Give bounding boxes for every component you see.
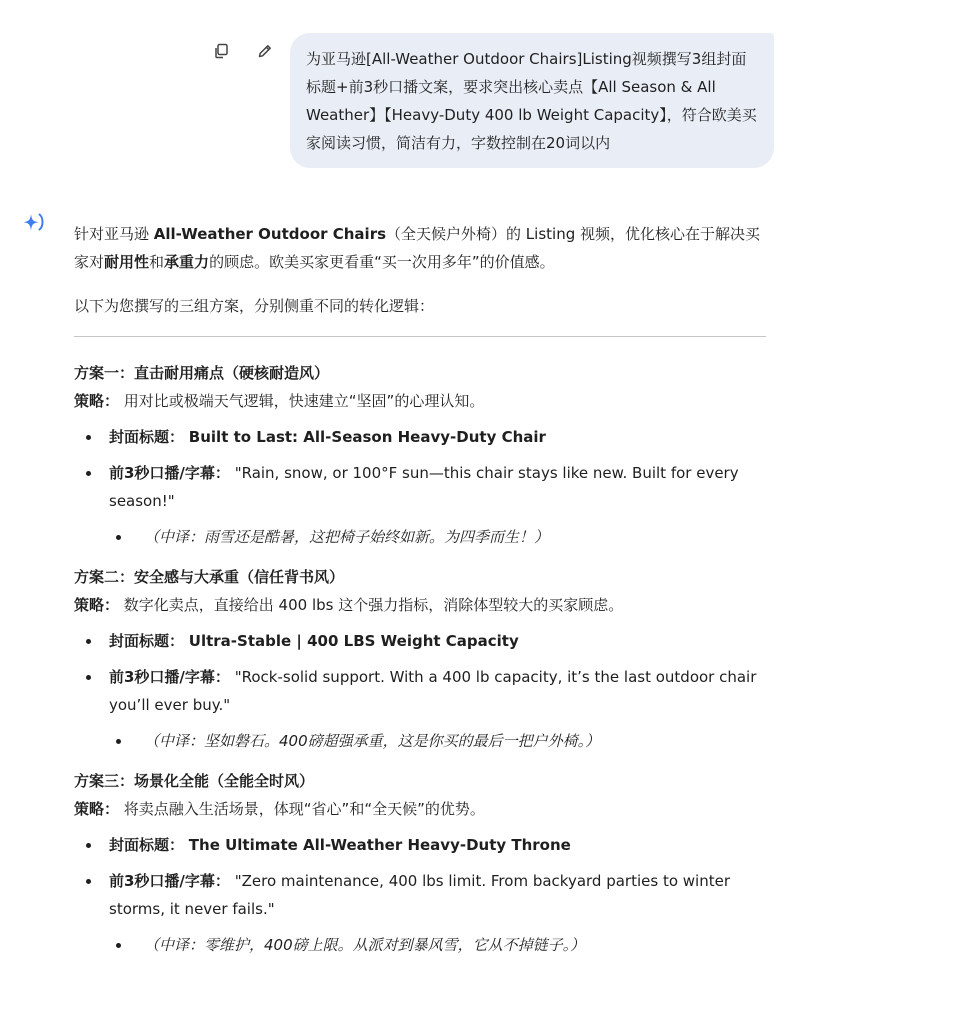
- list-item: [74, 727, 774, 755]
- scheme-strategy: [74, 591, 774, 619]
- scheme-items: [74, 831, 774, 959]
- cover-title-text: The Ultimate All-Weather Heavy-Duty Throne: [188, 836, 571, 854]
- scheme-heading: 方案三：场景化全能（全能全时风）: [74, 772, 315, 790]
- strategy-text: 用对比或极端天气逻辑，快速建立“坚固”的心理认知。: [119, 392, 485, 410]
- voiceover-label: 前3秒口播/字幕：: [109, 464, 230, 482]
- voiceover-label: 前3秒口播/字幕：: [109, 668, 230, 686]
- strategy-text: 数字化卖点，直接给出 400 lbs 这个强力指标，消除体型较大的买家顾虑。: [119, 596, 624, 614]
- intro-keyword-capacity: 承重力: [164, 253, 210, 271]
- scheme-items: [74, 423, 774, 551]
- gemini-sparkle-icon: [20, 210, 50, 240]
- copy-icon[interactable]: [210, 40, 232, 62]
- scheme-heading: 方案一：直击耐用痛点（硬核耐造风）: [74, 364, 330, 382]
- translation-text: （中译：零维护，400磅上限。从派对到暴风雪，它从不掉链子。）: [144, 936, 586, 954]
- cover-title-label: 封面标题：: [109, 428, 185, 446]
- scheme-strategy: [74, 795, 774, 823]
- list-item: [74, 931, 774, 959]
- intro-summary: 以下为您撰写的三组方案，分别侧重不同的转化逻辑：: [74, 297, 435, 315]
- user-prompt-bubble: 为亚马逊[All-Weather Outdoor Chairs]Listing视频撰写3组封面标题+前3秒口播文案，要求突出核心卖点【All Season & All Weather】【Heavy-Duty 400 lb Weight Capacity】，符合欧美买家阅读习惯，简洁有力，字数控制在20词以内: [290, 33, 774, 168]
- scheme-items: [74, 627, 774, 755]
- scheme-2: [74, 563, 774, 755]
- cover-title-text: Ultra-Stable | 400 LBS Weight Capacity: [188, 632, 519, 650]
- scheme-3: [74, 767, 774, 959]
- intro-keyword-durability: 耐用性: [104, 253, 150, 271]
- divider: [74, 336, 766, 337]
- list-item: [74, 459, 774, 515]
- strategy-label: 策略：: [74, 800, 120, 818]
- cover-title-text: Built to Last: All-Season Heavy-Duty Chair: [188, 428, 546, 446]
- intro-text: （全天候户外椅）的 Listing 视频，优化核心在于解决买家对: [74, 225, 760, 271]
- list-item: [74, 523, 774, 551]
- cover-title-label: 封面标题：: [109, 836, 185, 854]
- intro-paragraph: [74, 220, 774, 276]
- strategy-text: 将卖点融入生活场景，体现“省心”和“全天候”的优势。: [119, 800, 485, 818]
- scheme-heading: 方案二：安全感与大承重（信任背书风）: [74, 568, 345, 586]
- voiceover-label: 前3秒口播/字幕：: [109, 872, 230, 890]
- intro-text: 和: [149, 253, 165, 271]
- list-item: [74, 663, 774, 719]
- voiceover-text: "Zero maintenance, 400 lbs limit. From backyard parties to winter storms, it never fails.": [109, 872, 730, 918]
- intro-text: 针对亚马逊: [74, 225, 154, 243]
- list-item: [74, 627, 774, 655]
- strategy-label: 策略：: [74, 392, 120, 410]
- prompt-actions: [210, 40, 276, 62]
- translation-text: （中译：坚如磐石。400磅超强承重，这是你买的最后一把户外椅。）: [144, 732, 601, 750]
- scheme-strategy: [74, 387, 774, 415]
- list-item: [74, 423, 774, 451]
- scheme-1: [74, 359, 774, 551]
- edit-pencil-icon[interactable]: [254, 40, 276, 62]
- voiceover-text: "Rock-solid support. With a 400 lb capacity, it’s the last outdoor chair you’ll ever buy.": [109, 668, 757, 714]
- assistant-response: [74, 220, 774, 971]
- voiceover-text: "Rain, snow, or 100°F sun—this chair stays like new. Built for every season!": [109, 464, 739, 510]
- intro-product-name: All-Weather Outdoor Chairs: [153, 225, 387, 243]
- list-item: [74, 867, 774, 923]
- intro-text: 的顾虑。欧美买家更看重“买一次用多年”的价值感。: [209, 253, 555, 271]
- translation-text: （中译：雨雪还是酷暑，这把椅子始终如新。为四季而生！）: [144, 528, 550, 546]
- list-item: [74, 831, 774, 859]
- cover-title-label: 封面标题：: [109, 632, 185, 650]
- strategy-label: 策略：: [74, 596, 120, 614]
